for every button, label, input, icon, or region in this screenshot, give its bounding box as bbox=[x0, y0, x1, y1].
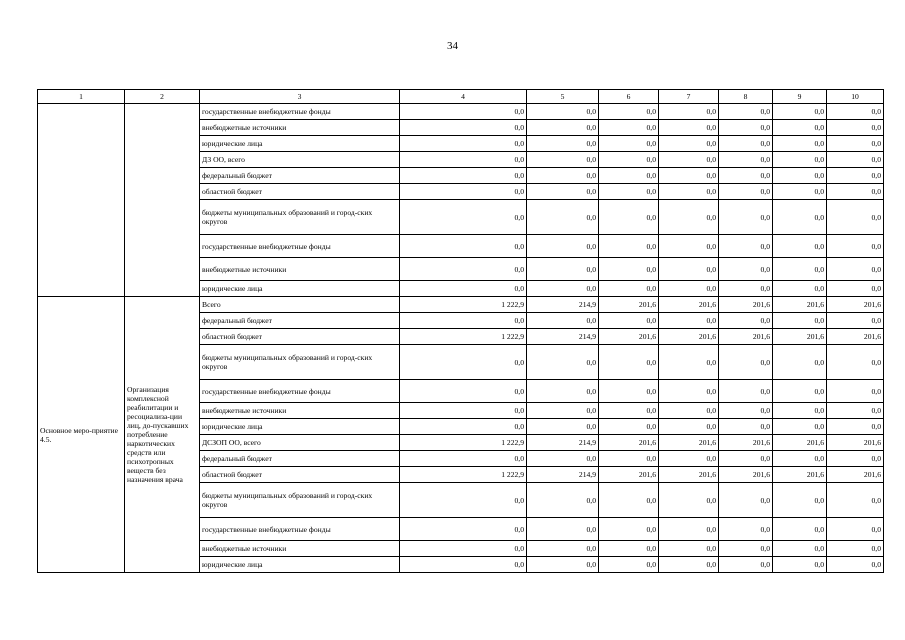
value-cell: 0,0 bbox=[527, 403, 599, 419]
value-cell: 0,0 bbox=[599, 557, 659, 573]
value-cell: 0,0 bbox=[659, 557, 719, 573]
value-cell: 201,6 bbox=[827, 467, 884, 483]
funding-source-cell: Всего bbox=[200, 297, 400, 313]
value-cell: 0,0 bbox=[400, 235, 527, 258]
value-cell: 201,6 bbox=[827, 297, 884, 313]
value-cell: 0,0 bbox=[599, 419, 659, 435]
value-cell: 0,0 bbox=[719, 345, 773, 380]
value-cell: 0,0 bbox=[719, 380, 773, 403]
value-cell: 0,0 bbox=[773, 541, 827, 557]
value-cell: 0,0 bbox=[400, 258, 527, 281]
value-cell: 0,0 bbox=[659, 483, 719, 518]
value-cell: 0,0 bbox=[659, 313, 719, 329]
value-cell: 0,0 bbox=[827, 235, 884, 258]
value-cell: 0,0 bbox=[599, 281, 659, 297]
value-cell: 201,6 bbox=[659, 435, 719, 451]
value-cell: 0,0 bbox=[719, 136, 773, 152]
funding-source-cell: бюджеты муниципальных образований и город-ских округов bbox=[200, 345, 400, 380]
value-cell: 0,0 bbox=[773, 235, 827, 258]
value-cell: 0,0 bbox=[599, 518, 659, 541]
funding-source-cell: бюджеты муниципальных образований и город-ских округов bbox=[200, 483, 400, 518]
value-cell: 0,0 bbox=[659, 136, 719, 152]
value-cell: 0,0 bbox=[599, 120, 659, 136]
value-cell: 0,0 bbox=[599, 313, 659, 329]
value-cell: 0,0 bbox=[659, 380, 719, 403]
value-cell: 0,0 bbox=[400, 483, 527, 518]
header-row bbox=[38, 90, 884, 104]
value-cell: 0,0 bbox=[659, 345, 719, 380]
value-cell: 0,0 bbox=[527, 557, 599, 573]
value-cell: 0,0 bbox=[659, 281, 719, 297]
value-cell: 0,0 bbox=[773, 483, 827, 518]
value-cell: 0,0 bbox=[827, 518, 884, 541]
value-cell: 0,0 bbox=[527, 518, 599, 541]
value-cell: 0,0 bbox=[827, 104, 884, 120]
value-cell: 0,0 bbox=[400, 451, 527, 467]
value-cell: 0,0 bbox=[659, 518, 719, 541]
value-cell: 0,0 bbox=[659, 451, 719, 467]
funding-source-cell: внебюджетные источники bbox=[200, 258, 400, 281]
value-cell: 0,0 bbox=[719, 419, 773, 435]
value-cell: 0,0 bbox=[827, 200, 884, 235]
value-cell: 0,0 bbox=[599, 380, 659, 403]
funding-source-cell: государственные внебюджетные фонды bbox=[200, 380, 400, 403]
value-cell: 0,0 bbox=[527, 136, 599, 152]
value-cell: 214,9 bbox=[527, 467, 599, 483]
column-header: 7 bbox=[659, 90, 719, 104]
funding-source-cell: федеральный бюджет bbox=[200, 168, 400, 184]
column-header: 5 bbox=[527, 90, 599, 104]
value-cell: 0,0 bbox=[400, 518, 527, 541]
value-cell: 201,6 bbox=[719, 329, 773, 345]
value-cell: 0,0 bbox=[719, 313, 773, 329]
value-cell: 0,0 bbox=[400, 557, 527, 573]
value-cell: 0,0 bbox=[773, 345, 827, 380]
value-cell: 0,0 bbox=[827, 136, 884, 152]
value-cell: 0,0 bbox=[400, 345, 527, 380]
value-cell: 0,0 bbox=[827, 313, 884, 329]
value-cell: 201,6 bbox=[719, 467, 773, 483]
value-cell: 0,0 bbox=[773, 380, 827, 403]
value-cell: 0,0 bbox=[719, 281, 773, 297]
value-cell: 0,0 bbox=[773, 557, 827, 573]
table-row bbox=[38, 297, 884, 313]
value-cell: 0,0 bbox=[527, 184, 599, 200]
column-header: 3 bbox=[200, 90, 400, 104]
value-cell: 0,0 bbox=[527, 380, 599, 403]
funding-source-cell: юридические лица bbox=[200, 419, 400, 435]
value-cell: 0,0 bbox=[659, 419, 719, 435]
value-cell: 0,0 bbox=[773, 313, 827, 329]
value-cell: 0,0 bbox=[719, 258, 773, 281]
value-cell: 0,0 bbox=[400, 313, 527, 329]
value-cell: 0,0 bbox=[827, 483, 884, 518]
value-cell: 201,6 bbox=[599, 329, 659, 345]
value-cell: 201,6 bbox=[773, 297, 827, 313]
value-cell: 0,0 bbox=[773, 152, 827, 168]
value-cell: 201,6 bbox=[599, 467, 659, 483]
funding-source-cell: государственные внебюджетные фонды bbox=[200, 104, 400, 120]
value-cell: 0,0 bbox=[659, 235, 719, 258]
value-cell: 0,0 bbox=[659, 541, 719, 557]
value-cell: 0,0 bbox=[827, 419, 884, 435]
value-cell: 0,0 bbox=[827, 258, 884, 281]
value-cell: 0,0 bbox=[659, 184, 719, 200]
value-cell: 0,0 bbox=[527, 281, 599, 297]
column-header: 2 bbox=[125, 90, 200, 104]
funding-source-cell: ДЗ ОО, всего bbox=[200, 152, 400, 168]
value-cell: 0,0 bbox=[599, 104, 659, 120]
value-cell: 0,0 bbox=[527, 419, 599, 435]
value-cell: 214,9 bbox=[527, 329, 599, 345]
value-cell: 0,0 bbox=[400, 104, 527, 120]
value-cell: 0,0 bbox=[599, 345, 659, 380]
value-cell: 0,0 bbox=[719, 168, 773, 184]
value-cell: 201,6 bbox=[659, 329, 719, 345]
value-cell: 0,0 bbox=[527, 541, 599, 557]
table-body bbox=[38, 104, 884, 573]
value-cell: 0,0 bbox=[400, 200, 527, 235]
value-cell: 0,0 bbox=[400, 168, 527, 184]
value-cell: 0,0 bbox=[400, 419, 527, 435]
value-cell: 201,6 bbox=[773, 329, 827, 345]
page-number: 34 bbox=[447, 40, 458, 52]
value-cell: 0,0 bbox=[527, 120, 599, 136]
column-header: 9 bbox=[773, 90, 827, 104]
value-cell: 0,0 bbox=[827, 168, 884, 184]
column-header: 1 bbox=[38, 90, 125, 104]
value-cell: 0,0 bbox=[719, 541, 773, 557]
value-cell: 1 222,9 bbox=[400, 297, 527, 313]
funding-source-cell: юридические лица bbox=[200, 557, 400, 573]
value-cell: 0,0 bbox=[773, 281, 827, 297]
value-cell: 0,0 bbox=[659, 104, 719, 120]
value-cell: 0,0 bbox=[400, 120, 527, 136]
column-header: 4 bbox=[400, 90, 527, 104]
value-cell: 214,9 bbox=[527, 435, 599, 451]
value-cell: 0,0 bbox=[599, 168, 659, 184]
value-cell: 0,0 bbox=[400, 541, 527, 557]
value-cell: 0,0 bbox=[773, 120, 827, 136]
value-cell: 0,0 bbox=[773, 168, 827, 184]
value-cell: 0,0 bbox=[827, 281, 884, 297]
value-cell: 0,0 bbox=[773, 403, 827, 419]
value-cell: 0,0 bbox=[527, 235, 599, 258]
funding-source-cell: федеральный бюджет bbox=[200, 451, 400, 467]
value-cell: 0,0 bbox=[827, 380, 884, 403]
value-cell: 201,6 bbox=[659, 297, 719, 313]
value-cell: 0,0 bbox=[400, 403, 527, 419]
value-cell: 0,0 bbox=[527, 483, 599, 518]
value-cell: 0,0 bbox=[659, 152, 719, 168]
value-cell: 0,0 bbox=[827, 184, 884, 200]
value-cell: 201,6 bbox=[773, 467, 827, 483]
funding-source-cell: внебюджетные источники bbox=[200, 541, 400, 557]
funding-source-cell: юридические лица bbox=[200, 136, 400, 152]
value-cell: 0,0 bbox=[527, 345, 599, 380]
funding-source-cell: областной бюджет bbox=[200, 467, 400, 483]
funding-source-cell: бюджеты муниципальных образований и город-ских округов bbox=[200, 200, 400, 235]
value-cell: 201,6 bbox=[827, 435, 884, 451]
value-cell: 0,0 bbox=[719, 403, 773, 419]
activity-description-cell bbox=[125, 104, 200, 297]
value-cell: 201,6 bbox=[719, 297, 773, 313]
value-cell: 0,0 bbox=[659, 120, 719, 136]
value-cell: 0,0 bbox=[400, 184, 527, 200]
value-cell: 0,0 bbox=[659, 200, 719, 235]
value-cell: 201,6 bbox=[719, 435, 773, 451]
value-cell: 0,0 bbox=[599, 184, 659, 200]
value-cell: 0,0 bbox=[527, 451, 599, 467]
value-cell: 0,0 bbox=[527, 313, 599, 329]
funding-source-cell: государственные внебюджетные фонды bbox=[200, 518, 400, 541]
value-cell: 1 222,9 bbox=[400, 329, 527, 345]
value-cell: 0,0 bbox=[773, 136, 827, 152]
value-cell: 0,0 bbox=[773, 200, 827, 235]
value-cell: 0,0 bbox=[719, 518, 773, 541]
value-cell: 0,0 bbox=[599, 541, 659, 557]
value-cell: 1 222,9 bbox=[400, 435, 527, 451]
funding-source-cell: юридические лица bbox=[200, 281, 400, 297]
value-cell: 0,0 bbox=[719, 451, 773, 467]
value-cell: 0,0 bbox=[719, 104, 773, 120]
value-cell: 0,0 bbox=[400, 281, 527, 297]
value-cell: 0,0 bbox=[400, 136, 527, 152]
funding-source-cell: федеральный бюджет bbox=[200, 313, 400, 329]
value-cell: 0,0 bbox=[599, 200, 659, 235]
value-cell: 0,0 bbox=[659, 258, 719, 281]
value-cell: 0,0 bbox=[599, 258, 659, 281]
value-cell: 201,6 bbox=[659, 467, 719, 483]
value-cell: 0,0 bbox=[773, 258, 827, 281]
column-header: 6 bbox=[599, 90, 659, 104]
value-cell: 0,0 bbox=[527, 258, 599, 281]
value-cell: 0,0 bbox=[773, 451, 827, 467]
funding-source-cell: государственные внебюджетные фонды bbox=[200, 235, 400, 258]
value-cell: 201,6 bbox=[827, 329, 884, 345]
value-cell: 0,0 bbox=[827, 541, 884, 557]
budget-table bbox=[37, 89, 884, 573]
value-cell: 0,0 bbox=[719, 152, 773, 168]
value-cell: 0,0 bbox=[773, 419, 827, 435]
value-cell: 0,0 bbox=[527, 152, 599, 168]
activity-name-cell bbox=[38, 104, 125, 297]
value-cell: 201,6 bbox=[599, 435, 659, 451]
activity-description-cell: Организация комплексной реабилитации и ресоциализа-ции лиц, до-пускавших потребление наркотических средств или психотропных веществ без назначения врача bbox=[125, 297, 200, 573]
funding-source-cell: областной бюджет bbox=[200, 329, 400, 345]
value-cell: 0,0 bbox=[719, 120, 773, 136]
value-cell: 0,0 bbox=[719, 184, 773, 200]
value-cell: 0,0 bbox=[719, 235, 773, 258]
value-cell: 201,6 bbox=[599, 297, 659, 313]
value-cell: 0,0 bbox=[827, 120, 884, 136]
column-header: 8 bbox=[719, 90, 773, 104]
value-cell: 0,0 bbox=[599, 483, 659, 518]
table-row bbox=[38, 104, 884, 120]
funding-source-cell: областной бюджет bbox=[200, 184, 400, 200]
value-cell: 0,0 bbox=[773, 184, 827, 200]
value-cell: 0,0 bbox=[599, 136, 659, 152]
value-cell: 0,0 bbox=[773, 518, 827, 541]
value-cell: 0,0 bbox=[527, 168, 599, 184]
value-cell: 0,0 bbox=[659, 168, 719, 184]
value-cell: 1 222,9 bbox=[400, 467, 527, 483]
value-cell: 0,0 bbox=[719, 557, 773, 573]
value-cell: 0,0 bbox=[827, 557, 884, 573]
value-cell: 0,0 bbox=[599, 403, 659, 419]
value-cell: 0,0 bbox=[827, 345, 884, 380]
value-cell: 0,0 bbox=[719, 200, 773, 235]
value-cell: 0,0 bbox=[719, 483, 773, 518]
value-cell: 0,0 bbox=[400, 152, 527, 168]
value-cell: 0,0 bbox=[599, 235, 659, 258]
value-cell: 0,0 bbox=[599, 152, 659, 168]
funding-source-cell: внебюджетные источники bbox=[200, 120, 400, 136]
value-cell: 214,9 bbox=[527, 297, 599, 313]
value-cell: 0,0 bbox=[827, 451, 884, 467]
funding-source-cell: ДСЗОП ОО, всего bbox=[200, 435, 400, 451]
value-cell: 0,0 bbox=[659, 403, 719, 419]
column-header: 10 bbox=[827, 90, 884, 104]
value-cell: 0,0 bbox=[527, 104, 599, 120]
funding-source-cell: внебюджетные источники bbox=[200, 403, 400, 419]
activity-name-cell: Основное меро-приятие 4.5. bbox=[38, 297, 125, 573]
value-cell: 0,0 bbox=[527, 200, 599, 235]
value-cell: 0,0 bbox=[773, 104, 827, 120]
value-cell: 0,0 bbox=[827, 152, 884, 168]
value-cell: 0,0 bbox=[400, 380, 527, 403]
value-cell: 201,6 bbox=[773, 435, 827, 451]
value-cell: 0,0 bbox=[599, 451, 659, 467]
value-cell: 0,0 bbox=[827, 403, 884, 419]
